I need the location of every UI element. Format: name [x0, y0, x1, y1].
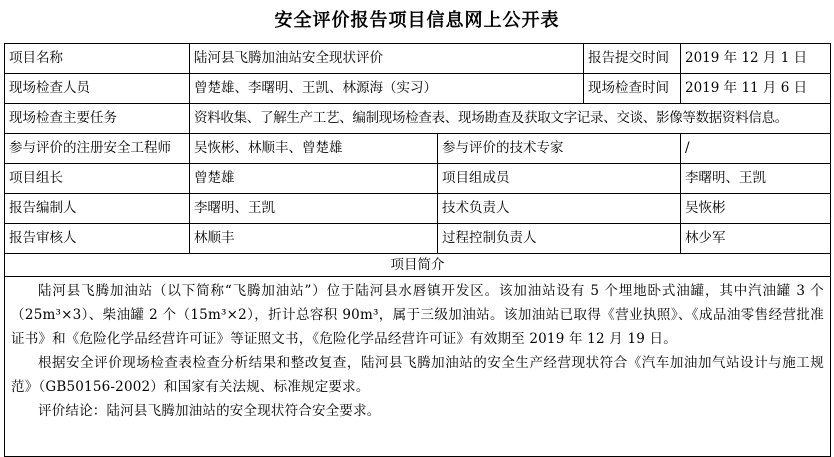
intro-paragraph-1: 陆河县飞腾加油站（以下简称“飞腾加油站”）位于陆河县水唇镇开发区。该加油站设有 5 个埋地卧式油罐，其中汽油罐 3 个（25m³×3）、柴油罐 2 个（15m³×2），折计总容积 90m³，属于三级加油站。该加油站已取得《营业执照》、《成品油零售经营批准证书》和《危险化学品经营许可证》等证照文书，《危险化学品经营许可证》有效期至 2019 年 12 月 19 日。: [11, 283, 824, 347]
tech-lead-label: 技术负责人: [438, 194, 681, 224]
process-lead-label: 过程控制负责人: [438, 224, 681, 254]
experts-label: 参与评价的技术专家: [438, 134, 681, 164]
inspect-time-label: 现场检查时间: [584, 74, 681, 104]
table-row: [5, 74, 831, 104]
engineers-label: 参与评价的注册安全工程师: [5, 134, 190, 164]
experts-value: /: [681, 134, 831, 164]
reviewer-label: 报告审核人: [5, 224, 190, 254]
table-row: [5, 44, 831, 74]
tasks-label: 现场检查主要任务: [5, 104, 190, 134]
members-label: 项目组成员: [438, 164, 681, 194]
info-table: [4, 43, 831, 457]
submit-time-label: 报告提交时间: [584, 44, 681, 74]
editors-label: 报告编制人: [5, 194, 190, 224]
table-row: [5, 277, 831, 457]
editors-value: 李曙明、王凯: [190, 194, 438, 224]
table-row: [5, 134, 831, 164]
reviewer-value: 林顺丰: [190, 224, 438, 254]
table-row: [5, 224, 831, 254]
engineers-value: 吴恢彬、林顺丰、曾楚雄: [190, 134, 438, 164]
leader-value: 曾楚雄: [190, 164, 438, 194]
project-name-value: 陆河县飞腾加油站安全现状评价: [190, 44, 584, 74]
tech-lead-value: 吴恢彬: [681, 194, 831, 224]
table-row: [5, 164, 831, 194]
submit-time-value: 2019 年 12 月 1 日: [681, 44, 831, 74]
leader-label: 项目组长: [5, 164, 190, 194]
page-title: 安全评价报告项目信息网上公开表: [274, 10, 560, 31]
project-name-label: 项目名称: [5, 44, 190, 74]
intro-paragraph-2: 根据安全评价现场检查表检查分析结果和整改复查，陆河县飞腾加油站的安全生产经营现状符合《汽车加油加气站设计与施工规范》（GB50156-2002）和国家有关法规、标准规定要求。: [11, 355, 824, 395]
intro-body: [5, 277, 831, 457]
tasks-value: 资料收集、了解生产工艺、编制现场检查表、现场勘查及获取文字记录、交谈、影像等数据资料信息。: [190, 104, 831, 134]
intro-heading: 项目简介: [5, 254, 831, 277]
members-value: 李曙明、王凯: [681, 164, 831, 194]
process-lead-value: 林少军: [681, 224, 831, 254]
table-row: [5, 254, 831, 277]
intro-conclusion: 评价结论：陆河县飞腾加油站的安全现状符合安全要求。: [38, 403, 381, 419]
inspectors-value: 曾楚雄、李曙明、王凯、林源海（实习）: [190, 74, 584, 104]
inspectors-label: 现场检查人员: [5, 74, 190, 104]
inspect-time-value: 2019 年 11 月 6 日: [681, 74, 831, 104]
table-row: [5, 104, 831, 134]
table-row: [5, 194, 831, 224]
